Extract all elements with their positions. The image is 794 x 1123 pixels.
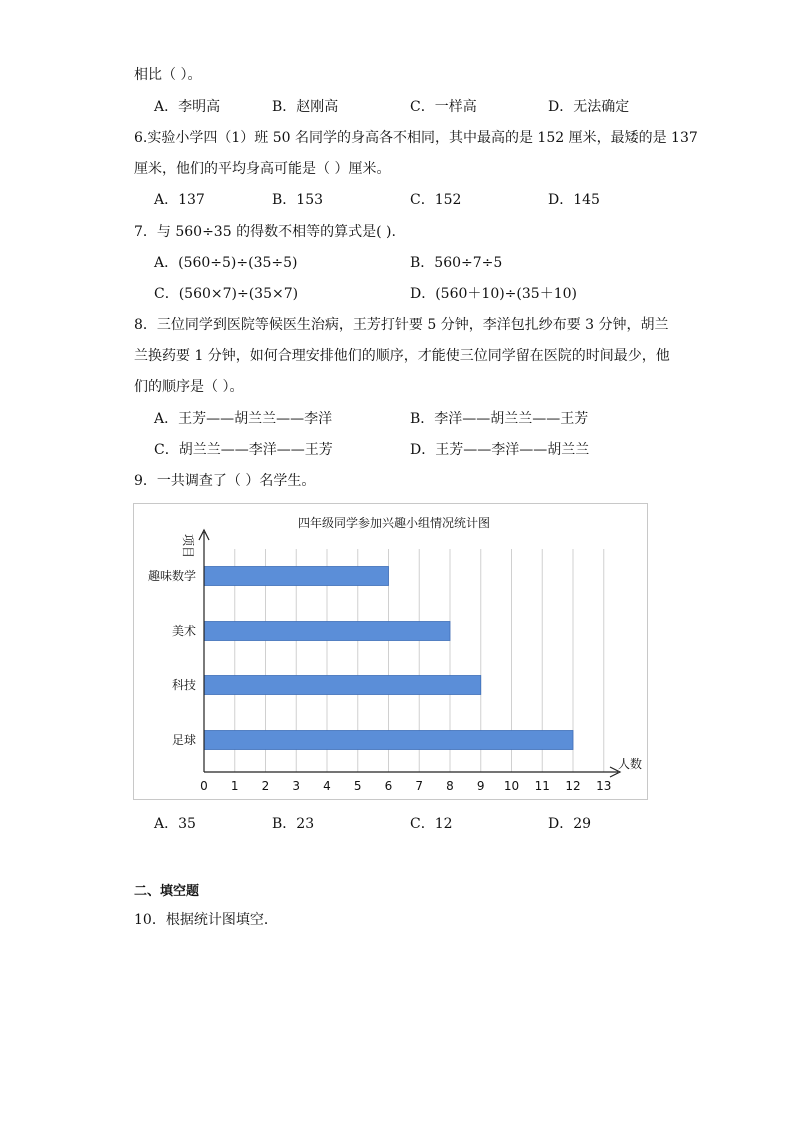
y-axis-label: 项目 [181, 534, 195, 559]
q9-text: 9．一共调查了（ ）名学生。 [134, 473, 316, 489]
q8-option-b[interactable]: B．李洋——胡兰兰——王芳 [410, 411, 589, 427]
q9-option-b[interactable]: B．23 [272, 816, 315, 832]
q5-continuation: 相比（ ）。 [134, 67, 202, 83]
category-label: 足球 [171, 733, 196, 747]
category-label: 趣味数学 [147, 569, 196, 583]
q8-option-a[interactable]: A．王芳——胡兰兰——李洋 [154, 411, 333, 427]
x-tick-label: 9 [476, 779, 485, 793]
q6-text-line2: 厘米，他们的平均身高可能是（ ）厘米。 [134, 161, 391, 177]
q7-option-b[interactable]: B．560÷7÷5 [410, 255, 503, 271]
bar [204, 622, 450, 641]
x-tick-label: 3 [292, 779, 301, 793]
q8-text-line1: 8．三位同学到医院等候医生治病，王芳打针要 5 分钟，李洋包扎纱布要 3 分钟，胡兰 [134, 317, 669, 333]
q8-option-c[interactable]: C．胡兰兰——李洋——王芳 [154, 442, 333, 458]
x-tick-label: 4 [323, 779, 331, 793]
x-tick-label: 10 [503, 779, 520, 793]
q5-option-c[interactable]: C．一样高 [410, 99, 477, 115]
q6-option-b[interactable]: B．153 [272, 192, 324, 208]
q8-text-line2: 兰换药要 1 分钟，如何合理安排他们的顺序，才能使三位同学留在医院的时间最少，他 [134, 348, 670, 364]
q8-option-d[interactable]: D．王芳——李洋——胡兰兰 [410, 442, 590, 458]
chart-canvas [134, 504, 649, 801]
x-tick-label: 2 [261, 779, 270, 793]
x-tick-label: 1 [230, 779, 239, 793]
x-tick-label: 12 [565, 779, 581, 793]
x-tick-label: 6 [384, 779, 393, 793]
section-title: 二、填空题 [134, 884, 200, 899]
q9-option-a[interactable]: A．35 [154, 816, 196, 832]
q9-option-d[interactable]: D．29 [548, 816, 592, 832]
bar [204, 567, 389, 586]
x-tick-label: 11 [534, 779, 550, 793]
q7-text: 7．与 560÷35 的得数不相等的算式是( ). [134, 224, 396, 240]
q7-option-c[interactable]: C．(560×7)÷(35×7) [154, 286, 299, 302]
chart-title: 四年级同学参加兴趣小组情况统计图 [297, 516, 491, 530]
x-axis-label: 人数 [618, 757, 643, 771]
x-tick-label: 8 [446, 779, 454, 793]
q6-text-line1: 6.实验小学四（1）班 50 名同学的身高各不相同，其中最高的是 152 厘米，最矮的是 137 [134, 130, 698, 146]
q9-option-c[interactable]: C．12 [410, 816, 453, 832]
q6-option-d[interactable]: D．145 [548, 192, 600, 208]
x-tick-label: 13 [596, 779, 612, 793]
category-label: 科技 [171, 678, 196, 692]
q7-option-a[interactable]: A．(560÷5)÷(35÷5) [154, 255, 298, 271]
q8-text-line3: 们的顺序是（ ）。 [134, 379, 244, 395]
bar [204, 676, 481, 695]
q5-option-d[interactable]: D．无法确定 [548, 99, 630, 115]
category-label: 美术 [171, 624, 196, 638]
interest-group-bar-chart [133, 503, 648, 800]
bar [204, 731, 573, 750]
q5-option-a[interactable]: A．李明高 [154, 99, 221, 115]
q6-option-a[interactable]: A．137 [154, 192, 205, 208]
x-tick-label: 5 [353, 779, 362, 793]
q6-option-c[interactable]: C．152 [410, 192, 462, 208]
q7-option-d[interactable]: D．(560＋10)÷(35＋10) [410, 286, 577, 302]
x-tick-label: 0 [200, 779, 208, 793]
q5-option-b[interactable]: B．赵刚高 [272, 99, 339, 115]
q10-text: 10．根据统计图填空． [134, 912, 278, 928]
x-tick-label: 7 [415, 779, 424, 793]
